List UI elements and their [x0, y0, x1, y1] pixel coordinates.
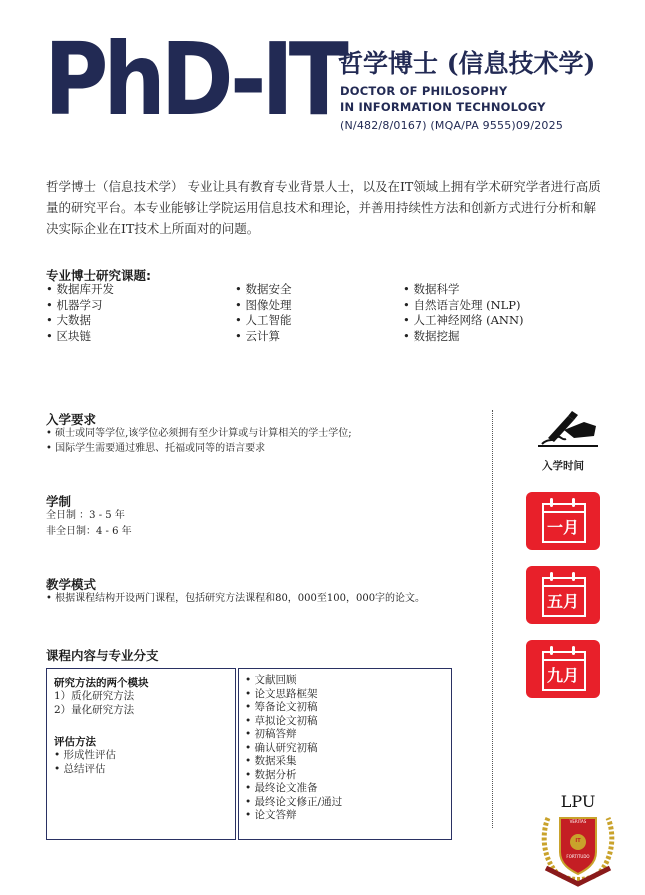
teaching-title: 教学模式	[46, 577, 97, 592]
month-label: 一月	[546, 518, 579, 537]
chinese-title: 哲学博士 (信息技术学)	[338, 49, 596, 78]
logo-text: LPU	[560, 792, 596, 811]
thesis-stages-box	[238, 668, 452, 840]
stage-item: • 论文思路框架	[245, 687, 318, 700]
stage-item: • 草拟论文初稿	[245, 714, 318, 727]
stage-item: • 筹备论文初稿	[245, 701, 318, 713]
assessment-title: 评估方法	[54, 736, 96, 748]
topics-column-1	[46, 282, 114, 344]
topic-item: • 自然语言处理 (NLP)	[403, 297, 521, 312]
duration-title: 学制	[46, 494, 72, 509]
month-label: 九月	[546, 666, 579, 685]
accreditation-code: (N/482/8/0167) (MQA/PA 9555)09/2025	[340, 119, 564, 132]
stage-item: • 初稿答辩	[245, 728, 297, 740]
topic-item: • 区块链	[46, 328, 91, 343]
admission-item: • 国际学生需要通过雅思、托福或同等的语言要求	[46, 443, 266, 454]
seal-mid-text: IT	[575, 838, 581, 844]
stage-item: • 最终论文准备	[245, 782, 318, 794]
intake-month-may	[526, 566, 600, 624]
signing-pen-icon	[538, 408, 600, 448]
seal-top-text: VERITAS	[569, 819, 587, 824]
duration-part-time: 非全日制：4 - 6 年	[46, 526, 132, 537]
program-intro: 哲学博士（信息技术学） 专业让具有教育专业背景人士，以及在IT领域上拥有学术研究学者进行高质量的研究平台。本专业能够让学院运用信息技术和理论，并善用持续性方法和创新方式进行分析和解决实际企业在IT技术上所面对的问题。	[46, 179, 601, 236]
topic-item: • 图像处理	[235, 297, 292, 312]
intake-month-jan	[526, 492, 600, 550]
research-methods-box	[46, 668, 236, 840]
admission-title: 入学要求	[46, 412, 97, 427]
stage-item: • 论文答辩	[245, 809, 297, 821]
intake-month-sep	[526, 640, 600, 698]
program-logo-title: PhD-IT	[44, 21, 344, 138]
month-label: 五月	[546, 592, 579, 611]
assessment-item: • 总结评估	[54, 762, 106, 775]
teaching-text: • 根据课程结构开设两门课程，包括研究方法课程和80，000至100，000字的论文。	[46, 593, 426, 604]
stage-item: • 最终论文修正/通过	[245, 795, 343, 808]
duration-full-time: 全日制 ：3 - 5 年	[46, 510, 125, 521]
topic-item: • 云计算	[235, 328, 280, 343]
stage-item: • 数据分析	[245, 768, 297, 781]
column-divider	[492, 410, 493, 828]
topic-item: • 数据挖掘	[403, 328, 460, 343]
topic-item: • 人工神经网络 (ANN)	[403, 313, 524, 327]
topic-item: • 人工智能	[235, 313, 292, 327]
admission-item: • 硕士或同等学位,该学位必须拥有至少计算或与计算相关的学士学位;	[46, 428, 352, 439]
assessment-item: • 形成性评估	[54, 749, 117, 761]
topic-item: • 大数据	[46, 313, 91, 327]
topic-item: • 数据安全	[235, 282, 292, 296]
method-item: 1）质化研究方法	[54, 690, 135, 702]
stage-item: • 确认研究初稿	[245, 741, 318, 754]
method-item: 2）量化研究方法	[54, 703, 135, 716]
english-title-line1: DOCTOR OF PHILOSOPHY	[340, 84, 508, 98]
curriculum-title: 课程内容与专业分支	[46, 648, 159, 663]
topic-item: • 数据科学	[403, 282, 460, 296]
methods-title: 研究方法的两个模块	[54, 677, 149, 689]
english-title-line2: IN INFORMATION TECHNOLOGY	[340, 100, 546, 114]
topic-item: • 机器学习	[46, 297, 103, 312]
intake-title: 入学时间	[542, 460, 584, 472]
university-logo	[538, 792, 618, 890]
topic-item: • 数据库开发	[46, 282, 114, 296]
stage-item: • 数据采集	[245, 755, 297, 767]
topics-column-3	[403, 282, 524, 344]
topics-title: 专业博士研究课题:	[46, 268, 151, 283]
seal-bottom-text: FORTITUDO	[566, 854, 590, 859]
topics-column-2	[235, 282, 291, 344]
stage-item: • 文献回顾	[245, 674, 297, 686]
